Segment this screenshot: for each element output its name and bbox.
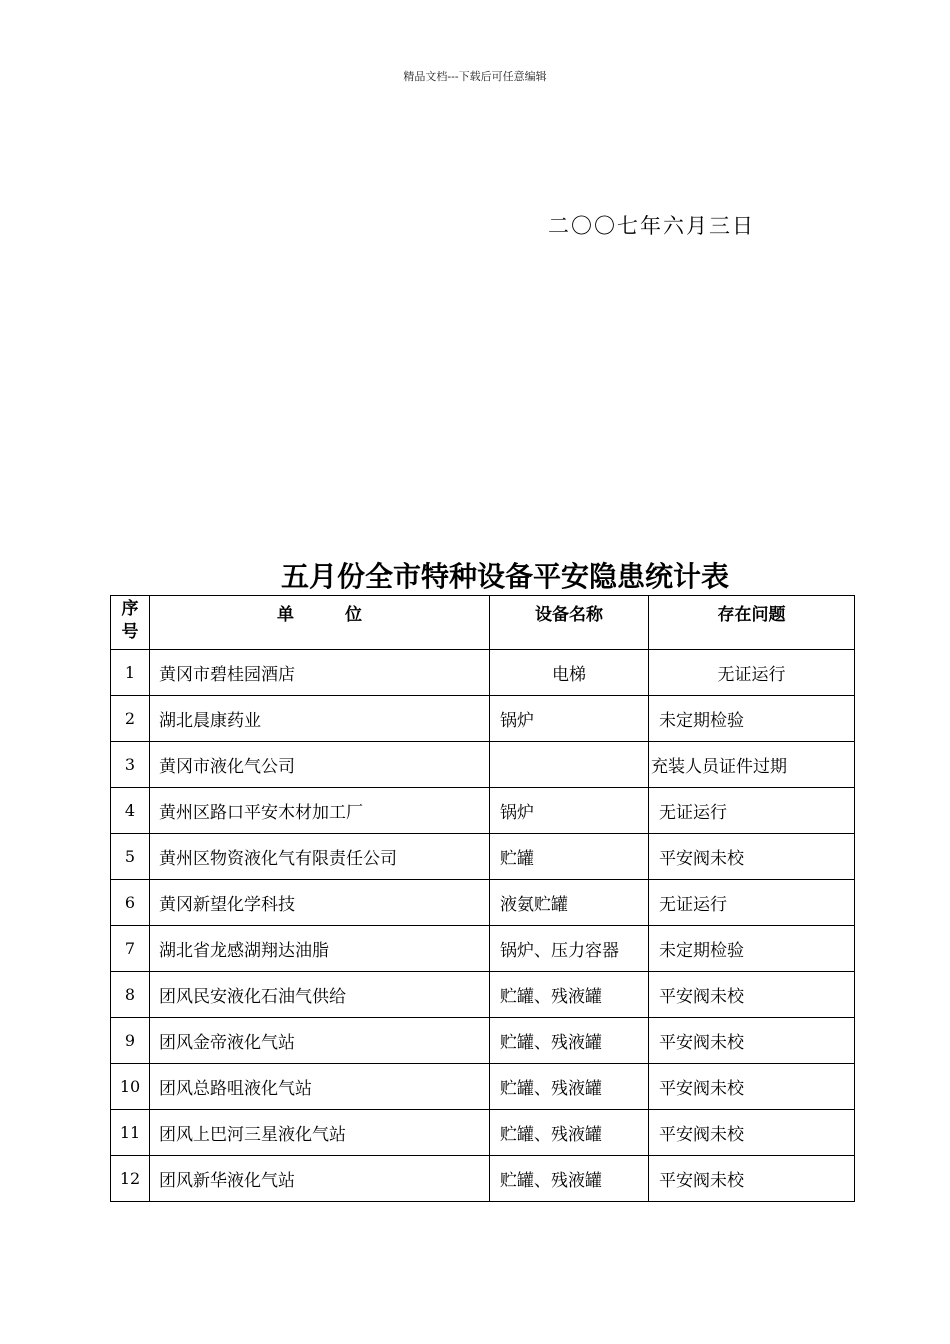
header-seq — [111, 596, 150, 650]
row-issue: 平安阀未校 — [649, 1110, 855, 1156]
row-unit: 湖北省龙感湖翔达油脂 — [150, 926, 490, 972]
header-equipment: 设备名称 — [490, 596, 649, 650]
row-equipment: 贮罐、残液罐 — [490, 1156, 649, 1202]
row-equipment: 贮罐 — [490, 834, 649, 880]
table-row — [111, 834, 855, 880]
table-row — [111, 1156, 855, 1202]
row-equipment — [490, 742, 649, 788]
row-unit: 团风民安液化石油气供给 — [150, 972, 490, 1018]
row-issue — [649, 742, 855, 788]
row-issue: 无证运行 — [649, 788, 855, 834]
row-no: 1 — [111, 650, 150, 696]
row-equipment: 液氨贮罐 — [490, 880, 649, 926]
header-seq-line2: 号 — [121, 622, 139, 642]
table-row — [111, 1018, 855, 1064]
row-equipment: 锅炉 — [490, 696, 649, 742]
table-row — [111, 650, 855, 696]
table-row — [111, 742, 855, 788]
table-header-row — [111, 596, 855, 650]
row-equipment: 贮罐、残液罐 — [490, 972, 649, 1018]
row-unit: 黄冈市碧桂园酒店 — [150, 650, 490, 696]
row-no: 2 — [111, 696, 150, 742]
header-issue: 存在问题 — [649, 596, 855, 650]
row-unit: 湖北晨康药业 — [150, 696, 490, 742]
header-seq-line1: 序 — [121, 599, 139, 619]
row-no: 3 — [111, 742, 150, 788]
row-no: 12 — [111, 1156, 150, 1202]
row-issue: 未定期检验 — [649, 926, 855, 972]
table-row — [111, 1110, 855, 1156]
row-unit: 黄州区路口平安木材加工厂 — [150, 788, 490, 834]
table-row — [111, 880, 855, 926]
row-issue: 无证运行 — [649, 880, 855, 926]
header-unit: 单 位 — [150, 596, 490, 650]
document-date: 二〇〇七年六月三日 — [548, 214, 755, 238]
row-no: 11 — [111, 1110, 150, 1156]
row-no: 6 — [111, 880, 150, 926]
row-equipment: 电梯 — [490, 650, 649, 696]
table-row — [111, 1064, 855, 1110]
row-unit: 黄冈新望化学科技 — [150, 880, 490, 926]
row-unit: 黄冈市液化气公司 — [150, 742, 490, 788]
row-issue: 平安阀未校 — [649, 1156, 855, 1202]
row-no: 7 — [111, 926, 150, 972]
table-row — [111, 696, 855, 742]
row-unit: 团风上巴河三星液化气站 — [150, 1110, 490, 1156]
row-unit: 团风金帝液化气站 — [150, 1018, 490, 1064]
row-equipment: 贮罐、残液罐 — [490, 1064, 649, 1110]
row-equipment: 贮罐、残液罐 — [490, 1018, 649, 1064]
row-issue: 未定期检验 — [649, 696, 855, 742]
table-row — [111, 972, 855, 1018]
row-no: 8 — [111, 972, 150, 1018]
row-unit: 黄州区物资液化气有限责任公司 — [150, 834, 490, 880]
row-no: 4 — [111, 788, 150, 834]
table-title: 五月份全市特种设备平安隐患统计表 — [280, 560, 729, 593]
header-note: 精品文档---下载后可任意编辑 — [403, 70, 547, 83]
row-equipment: 贮罐、残液罐 — [490, 1110, 649, 1156]
row-issue: 平安阀未校 — [649, 1018, 855, 1064]
row-issue: 无证运行 — [649, 650, 855, 696]
row-equipment: 锅炉、压力容器 — [490, 926, 649, 972]
row-unit: 团风总路咀液化气站 — [150, 1064, 490, 1110]
row-issue-text: 充装人员证件过期 — [651, 757, 787, 777]
row-issue: 平安阀未校 — [649, 834, 855, 880]
table-row — [111, 788, 855, 834]
row-no: 9 — [111, 1018, 150, 1064]
row-issue: 平安阀未校 — [649, 972, 855, 1018]
row-issue: 平安阀未校 — [649, 1064, 855, 1110]
row-unit: 团风新华液化气站 — [150, 1156, 490, 1202]
row-equipment: 锅炉 — [490, 788, 649, 834]
table-row — [111, 926, 855, 972]
row-no: 10 — [111, 1064, 150, 1110]
hazard-statistics-table — [110, 595, 855, 1202]
row-no: 5 — [111, 834, 150, 880]
